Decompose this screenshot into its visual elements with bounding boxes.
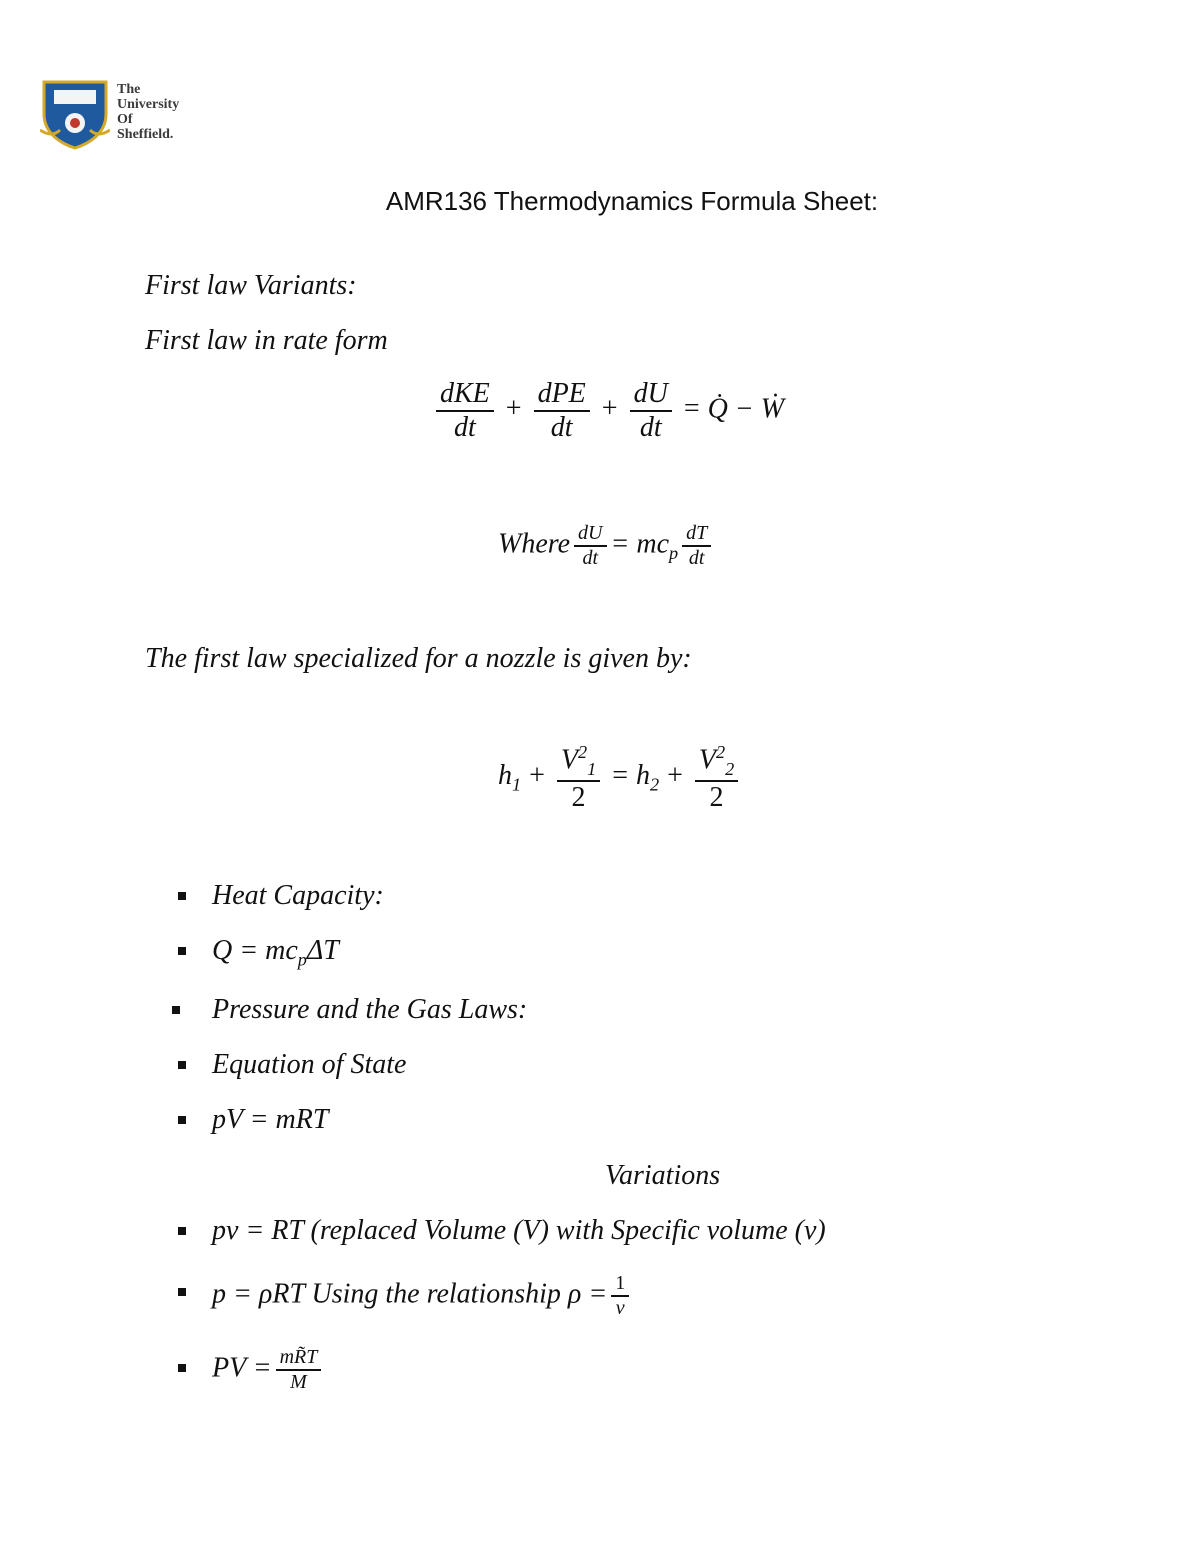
enthalpy-1 (498, 760, 522, 795)
bullet-equation-of-state: Equation of State (212, 1049, 407, 1080)
equation-nozzle (498, 742, 742, 814)
denominator: dt (550, 412, 573, 443)
where-middle: = mc (610, 528, 670, 560)
fraction-du-dt (630, 378, 672, 444)
bullet-icon (172, 1006, 180, 1014)
subscript: 1 (587, 758, 597, 779)
page-title: AMR136 Thermodynamics Formula Sheet: (385, 186, 879, 216)
university-wordmark (117, 82, 179, 142)
denominator: dt (454, 412, 476, 443)
equation-rhs: Q̇ − Ẇ (707, 393, 785, 425)
bullet-q-formula (212, 935, 339, 971)
symbol-h: h (635, 760, 650, 792)
variations-heading: Variations (605, 1160, 721, 1191)
subscript-2: 2 (649, 774, 660, 795)
bullet-icon (178, 1364, 186, 1372)
formula-part: ΔT (306, 935, 339, 966)
denominator: M (290, 1371, 307, 1393)
bullet-icon (178, 1288, 186, 1296)
subscript-1: 1 (512, 774, 522, 795)
numerator: dU (630, 378, 672, 412)
numerator: dPE (534, 378, 590, 412)
university-logo (30, 70, 250, 158)
enthalpy-2 (635, 760, 660, 795)
denominator: dt (639, 412, 662, 443)
subscript: 2 (725, 758, 735, 779)
where-label: Where (498, 528, 571, 560)
heading-first-law-rate-form: First law in rate form (145, 325, 388, 356)
plus-operator: + (601, 393, 618, 425)
equation-rate-form (432, 378, 784, 444)
numerator: dKE (436, 378, 494, 412)
fraction-dt-dt-small (682, 522, 711, 570)
bullet-icon (178, 1061, 186, 1069)
logo-line-4: Sheffield. (117, 127, 174, 142)
equals-operator: = (612, 760, 628, 792)
denominator: dt (688, 547, 705, 569)
fraction-dke-dt (436, 378, 494, 444)
fraction-v1-squared (557, 742, 600, 814)
superscript: 2 (715, 742, 726, 762)
university-crest-icon (40, 78, 110, 150)
heading-nozzle: The first law specialized for a nozzle is given by: (145, 643, 692, 674)
bullet-pressure-gas-laws: Pressure and the Gas Laws: (212, 994, 528, 1025)
bullet-pv-rt: pv = RT (replaced Volume (V) with Specific volume (v) (212, 1215, 826, 1246)
denominator: 2 (709, 781, 724, 813)
formula-part: p = ρRT Using the relationship ρ = (212, 1278, 608, 1310)
fraction-1-over-v (611, 1272, 629, 1320)
formula-part: PV = (212, 1352, 272, 1384)
numerator: 1 (611, 1272, 629, 1297)
fraction-v2-squared (695, 742, 738, 814)
bullet-heat-capacity: Heat Capacity: (212, 880, 384, 911)
plus-operator: + (529, 760, 545, 792)
denominator: v (615, 1297, 625, 1319)
logo-line-3: Of (117, 112, 133, 127)
denominator: dt (582, 547, 599, 569)
numerator: dT (682, 522, 711, 547)
superscript: 2 (578, 742, 588, 762)
plus-operator: + (505, 393, 522, 425)
numerator: dU (574, 522, 606, 547)
numerator (695, 742, 738, 782)
logo-line-1: The (117, 82, 141, 97)
symbol-v: V (560, 744, 578, 776)
equation-where (498, 522, 715, 570)
symbol-h: h (498, 760, 512, 792)
bullet-pv-mrt: pV = mRT (212, 1104, 329, 1135)
bullet-pv-m (212, 1346, 325, 1394)
fraction-du-dt-small (574, 522, 606, 570)
bullet-p-rho-rt (212, 1272, 633, 1320)
equals-operator: = (683, 393, 700, 425)
formula-part: Q = mc (212, 935, 298, 966)
numerator (557, 742, 600, 782)
plus-operator: + (667, 760, 683, 792)
bullet-icon (178, 1227, 186, 1235)
subscript-p: p (669, 543, 679, 564)
fraction-mrt-over-m (276, 1346, 322, 1394)
fraction-dpe-dt (534, 378, 590, 444)
numerator: mR̃T (276, 1346, 322, 1371)
denominator: 2 (571, 781, 586, 813)
bullet-icon (178, 1116, 186, 1124)
symbol-v: V (698, 744, 716, 776)
bullet-icon (178, 892, 186, 900)
logo-line-2: University (117, 97, 180, 112)
heading-first-law-variants: First law Variants: (145, 270, 357, 301)
subscript-p: p (297, 949, 307, 970)
bullet-icon (178, 947, 186, 955)
